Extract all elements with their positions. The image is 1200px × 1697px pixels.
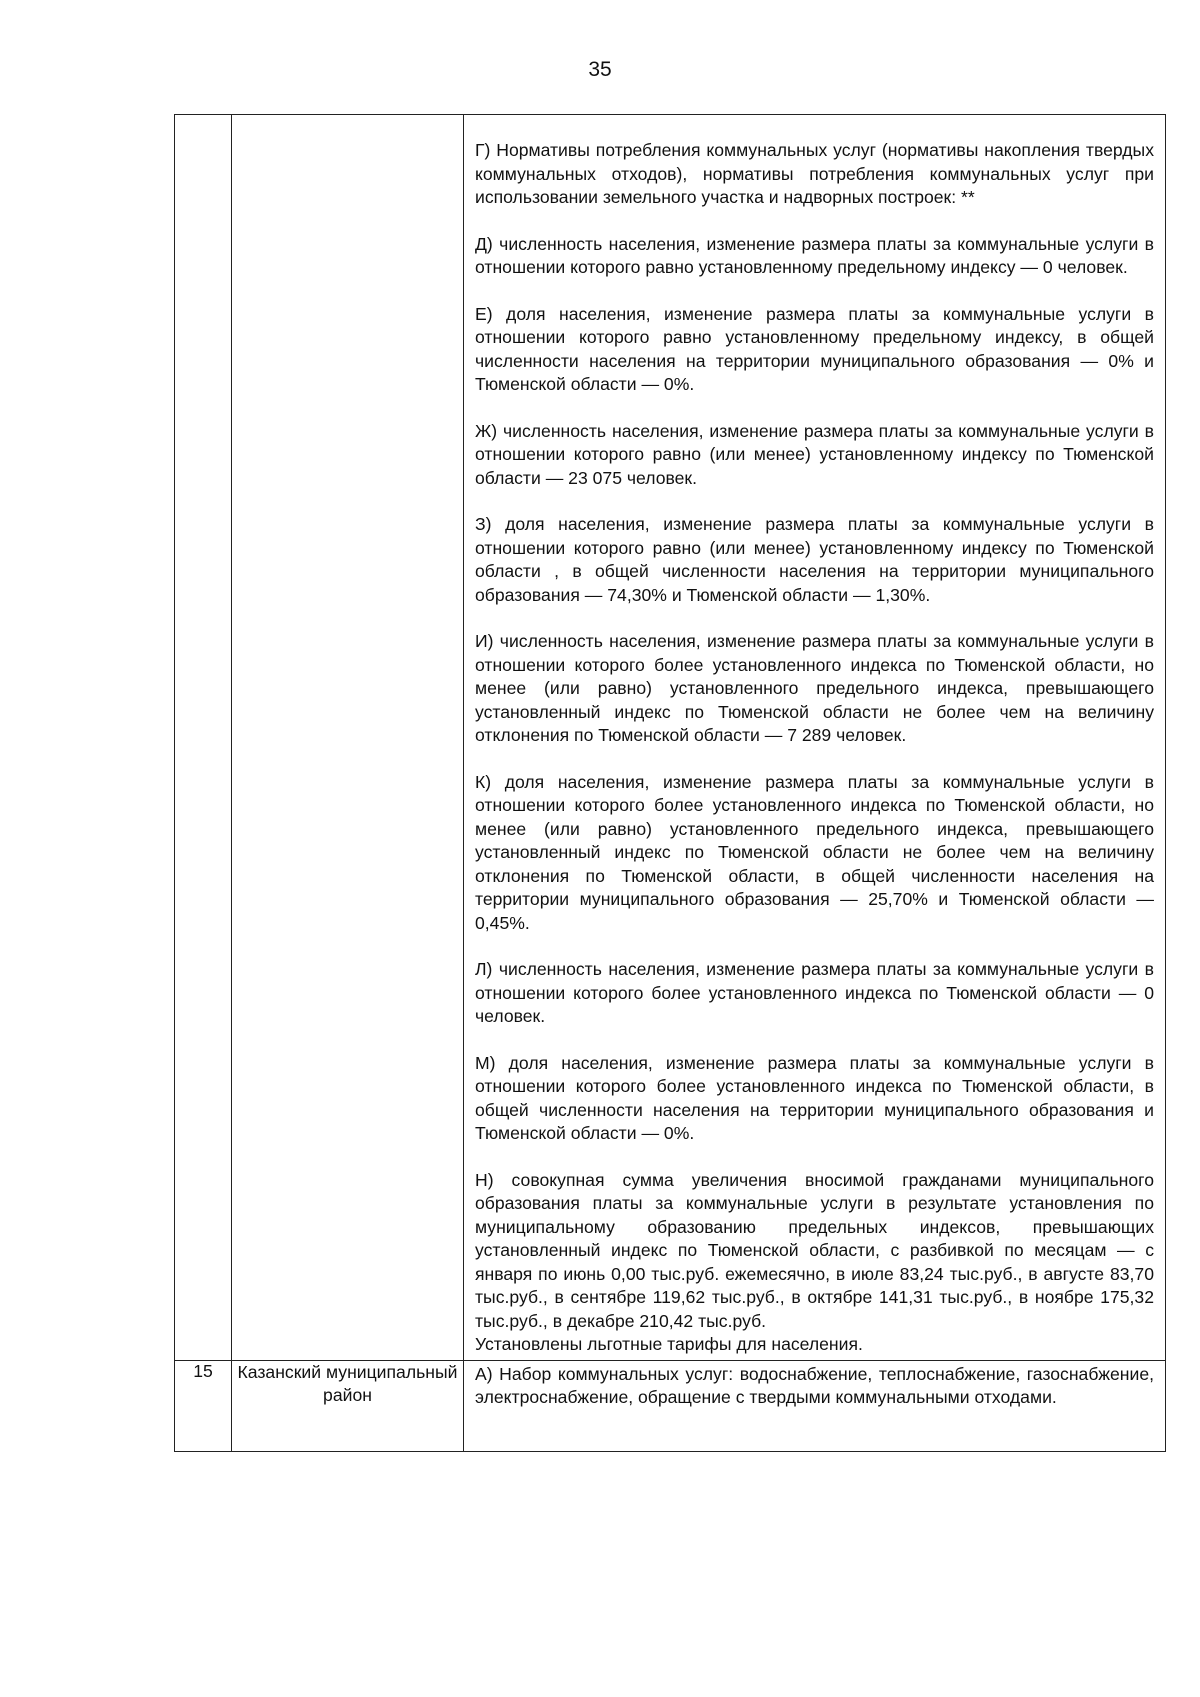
page-number: 35 [588,58,612,81]
paragraph-d: Д) численность населения, изменение размера платы за коммунальные услуги в отношении которого равно установленному предельному индексу — 0 человек. [475,233,1154,277]
table-row [175,1360,1166,1451]
paragraph-e: Е) доля населения, изменение размера платы за коммунальные услуги в отношении которого равно установленному предельному индексу, в общей численности населения на территории муниципального образования — 0% и Тюменской области — 0%. [475,303,1154,394]
row-number: 15 [193,1360,213,1381]
row-number-cell [175,115,232,1361]
district-name: Казанский муниципальный район [237,1361,458,1405]
paragraph-z: З) доля населения, изменение размера платы за коммунальные услуги в отношении которого равно (или менее) установленному индексу по Тюменской области , в общей численности населения на территории муниципального образования — 74,30% и Тюменской области — 1,30%. [475,514,1154,605]
district-cell [232,115,464,1361]
municipal-table [174,114,1166,1452]
paragraph-zh: Ж) численность населения, изменение размера платы за коммунальные услуги в отношении которого равно (или менее) установленному индексу по Тюменской области — 23 075 человек. [475,420,1154,488]
paragraph-m: М) доля населения, изменение размера платы за коммунальные услуги в отношении которого более установленного индекса по Тюменской области, в общей численности населения на территории муниципального образования и Тюменской области — 0%. [475,1052,1154,1143]
district-cell [232,1360,464,1451]
closing-line: Установлены льготные тарифы для населения. [475,1334,863,1354]
paragraph-n: Н) совокупная сумма увеличения вносимой гражданами муниципального образования платы за коммунальные услуги в результате установления по муниципальному образованию предельных индексов, превышающих установленный индекс по Тюменской области, с разбивкой по месяцам — с января по июнь 0,00 тыс.руб. ежемесячно, в июле 83,24 тыс.руб., в августе 83,70 тыс.руб., в сентябре 119,62 тыс.руб., в октябре 141,31 тыс.руб., в ноябре 175,32 тыс.руб., в декабре 210,42 тыс.руб. [475,1169,1154,1331]
row-number-cell [175,1360,232,1451]
description-cell [464,115,1166,1361]
table-row [175,115,1166,1361]
paragraph-g: Г) Нормативы потребления коммунальных услуг (нормативы накопления твердых коммунальных отходов), нормативы потребления коммунальных услуг при использовании земельного участка и надворных построек: ** [475,140,1154,207]
paragraph-k: К) доля населения, изменение размера платы за коммунальные услуги в отношении которого более установленного индекса по Тюменской области, но менее (или равно) установленного предельного индекса, превышающего установленный индекс по Тюменской области не более чем на величину отклонения по Тюменской области, в общей численности населения на территории муниципального образования — 25,70% и Тюменской области — 0,45%. [475,771,1154,933]
paragraph-a: А) Набор коммунальных услуг: водоснабжение, теплоснабжение, газоснабжение, электроснабжение, обращение с твердыми коммунальными отходами. [475,1363,1154,1407]
paragraph-i: И) численность населения, изменение размера платы за коммунальные услуги в отношении которого более установленного индекса по Тюменской области, но менее (или равно) установленного предельного индекса, превышающего установленный индекс по Тюменской области не более чем на величину отклонения по Тюменской области — 7 289 человек. [475,631,1154,745]
paragraph-l: Л) численность населения, изменение размера платы за коммунальные услуги в отношении которого более установленного индекса по Тюменской области — 0 человек. [475,959,1154,1026]
description-cell [464,1360,1166,1451]
